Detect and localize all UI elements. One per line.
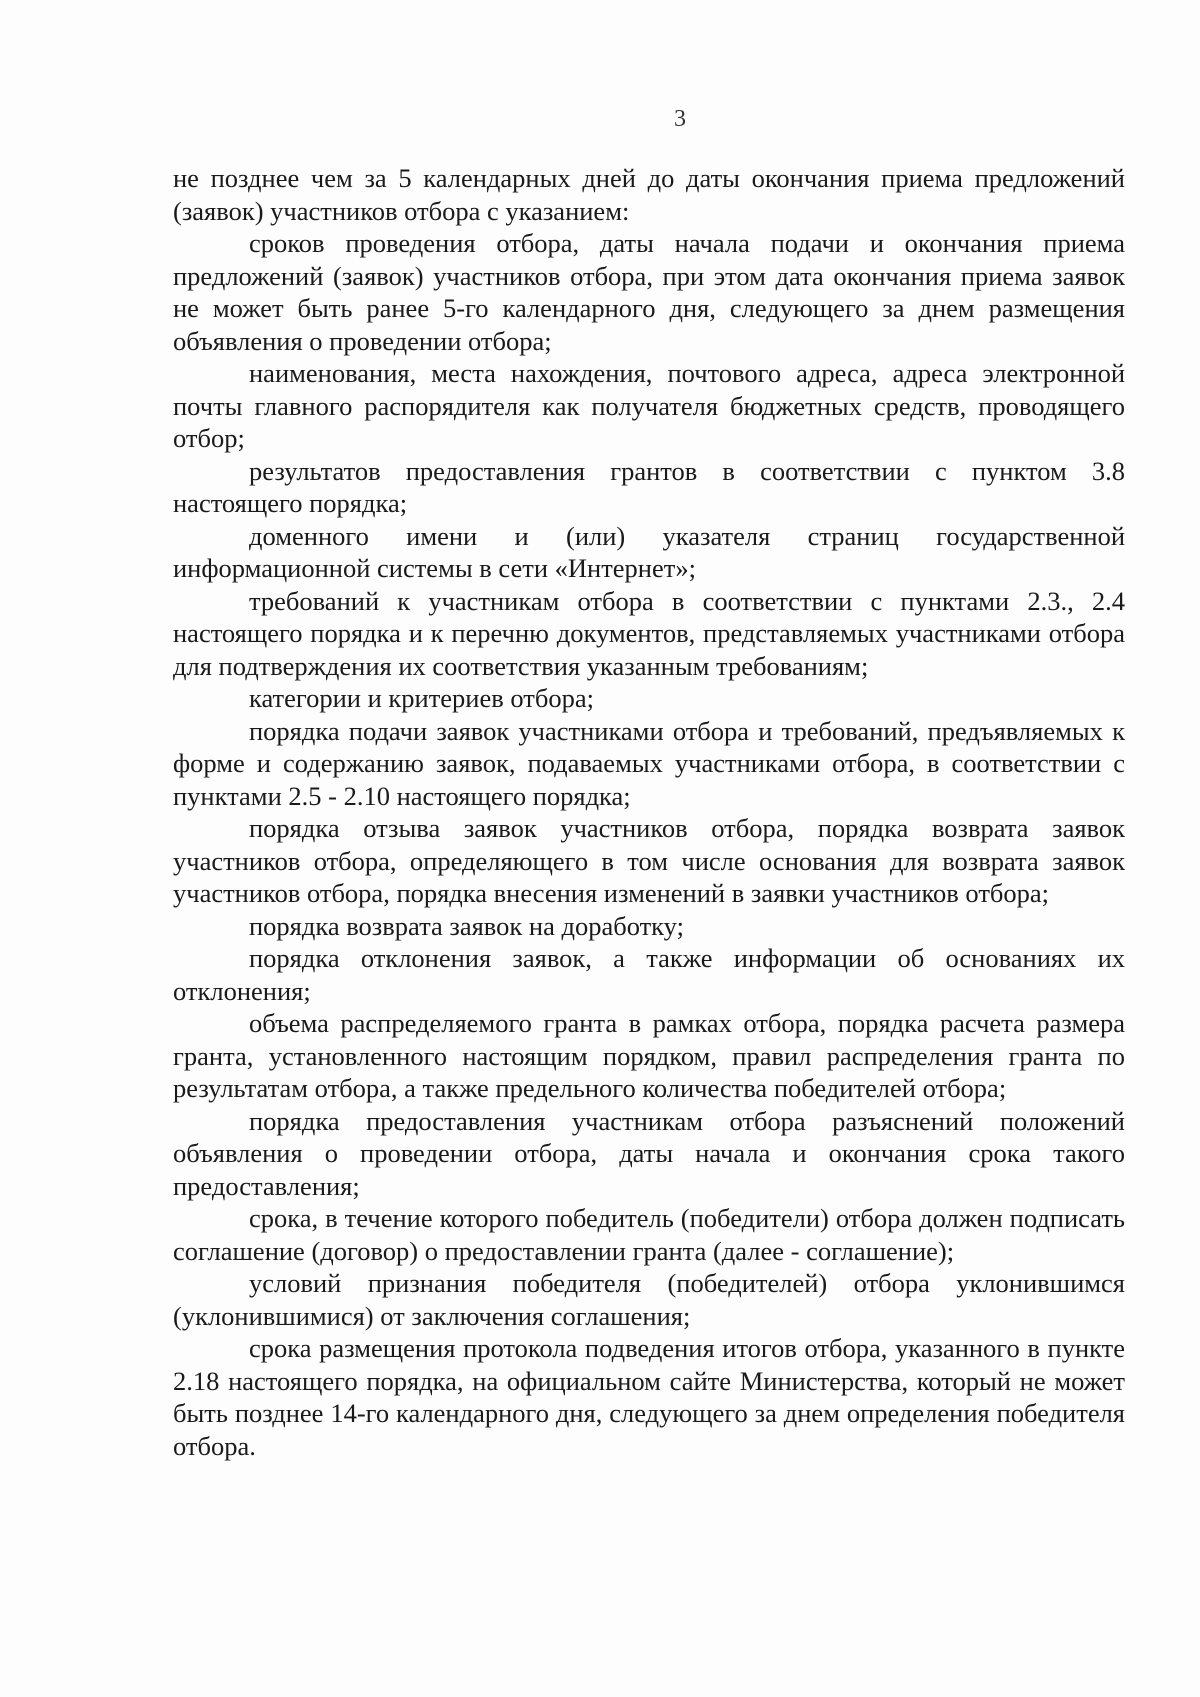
paragraph-13: порядка предоставления участникам отбора разъяснений положений объявления о проведении отбора, даты начала и окончания срока такого предоставления; bbox=[173, 1105, 1125, 1201]
paragraph-14: срока, в течение которого победитель (победители) отбора должен подписать соглашение (договор) о предоставлении гранта (далее - соглашение); bbox=[173, 1203, 1125, 1266]
paragraph-10: порядка возврата заявок на доработку; bbox=[249, 910, 684, 941]
paragraph-9: порядка отзыва заявок участников отбора, порядка возврата заявок участников отбора, определяющего в том числе основания для возврата заявок участников отбора, порядка внесения изменений в заявки участников отбора; bbox=[173, 813, 1125, 908]
paragraph-11: порядка отклонения заявок, а также информации об основаниях их отклонения; bbox=[173, 943, 1125, 1006]
paragraph-12: объема распределяемого гранта в рамках отбора, порядка расчета размера гранта, установленного настоящим порядком, правил распределения гранта по результатам отбора, а также предельного количества победителей отбора; bbox=[173, 1008, 1125, 1103]
paragraph-1: не позднее чем за 5 календарных дней до даты окончания приема предложений (заявок) участников отбора с указанием: bbox=[173, 163, 1125, 226]
document-body bbox=[173, 162, 1125, 1462]
paragraph-3: наименования, места нахождения, почтового адреса, адреса электронной почты главного распорядителя как получателя бюджетных средств, проводящего отбор; bbox=[173, 358, 1125, 453]
paragraph-5: доменного имени и (или) указателя страниц государственной информационной системы в сети «Интернет»; bbox=[173, 520, 1125, 583]
page-number: 3 bbox=[674, 106, 686, 132]
paragraph-7: категории и критериев отбора; bbox=[249, 683, 594, 713]
paragraph-4: результатов предоставления грантов в соответствии с пунктом 3.8 настоящего порядка; bbox=[173, 455, 1125, 518]
paragraph-2: сроков проведения отбора, даты начала подачи и окончания приема предложений (заявок) участников отбора, при этом дата окончания приема заявок не может быть ранее 5-го календарного дня, следующего за днем размещения объявления о проведении отбора; bbox=[173, 228, 1125, 356]
paragraph-8: порядка подачи заявок участниками отбора и требований, предъявляемых к форме и содержанию заявок, подаваемых участниками отбора, в соответствии с пунктами 2.5 - 2.10 настоящего порядка; bbox=[173, 715, 1125, 811]
paragraph-16: срока размещения протокола подведения итогов отбора, указанного в пункте 2.18 настоящего порядка, на официальном сайте Министерства, который не может быть позднее 14-го календарного дня, следующего за днем определения победителя отбора. bbox=[173, 1333, 1125, 1461]
paragraph-6: требований к участникам отбора в соответствии с пунктами 2.3., 2.4 настоящего порядка и к перечню документов, представляемых участниками отбора для подтверждения их соответствия указанным требованиям; bbox=[173, 585, 1125, 681]
paragraph-15: условий признания победителя (победителей) отбора уклонившимся (уклонившимися) от заключения соглашения; bbox=[173, 1268, 1125, 1331]
